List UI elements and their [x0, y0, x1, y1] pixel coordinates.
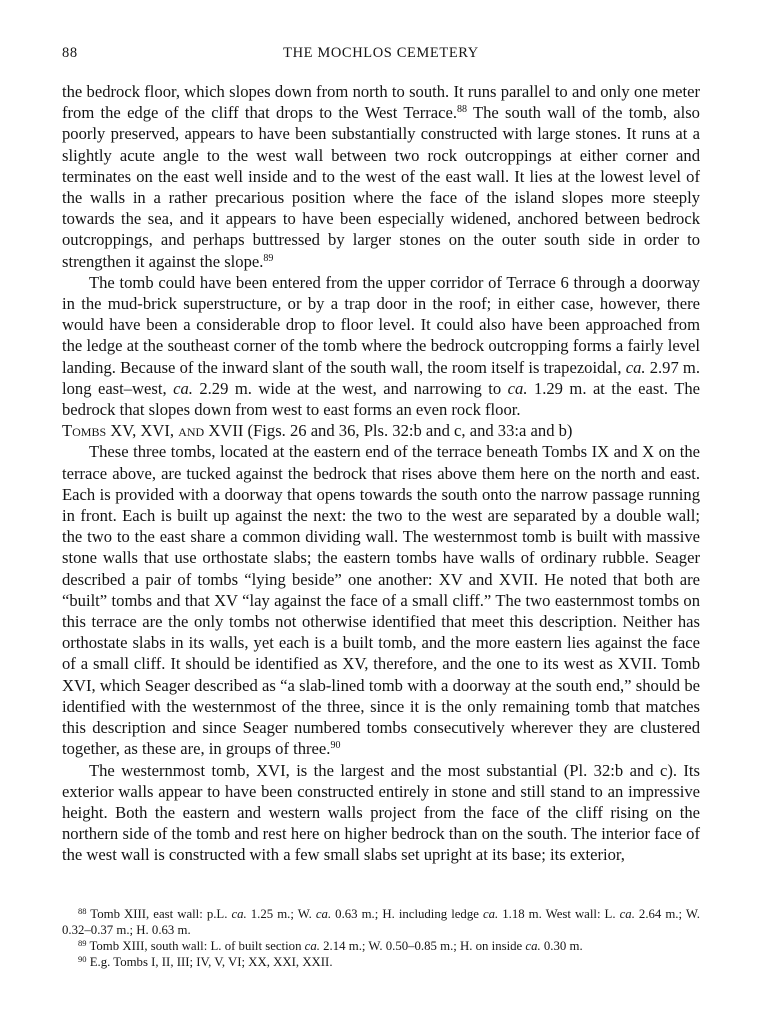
footnote-89: $^{89}$ Tomb XIII, south wall: L. of built section ca. 2.14 m.; W. 0.50–0.85 m.; H. on inside ca. 0.30 m.: [78, 938, 583, 953]
paragraph-tomb-xvi: The westernmost tomb, XVI, is the largest and the most substantial (Pl. 32:b and c). Its exterior walls appear to have been constructed entirely in stone and still stand to an impressive height. Both the eastern and western walls project from the face of the cliff rising on the northern side of the tomb and rest here on higher bedrock than on the south. The interior face of the west wall is constructed with a few small slabs set upright at its base; its exterior,: [62, 760, 700, 865]
footnote-90: $^{90}$ E.g. Tombs I, II, III; IV, V, VI; XX, XXI, XXII.: [78, 954, 333, 969]
footnote-88: $^{88}$ Tomb XIII, east wall: p.L. ca. 1.25 m.; W. ca. 0.63 m.; H. including ledge ca. 1.18 m. West wall: L. ca. 2.64 m.; W. 0.32–0.37 m.; H. 0.63 m.: [62, 906, 700, 937]
page-number: 88: [62, 45, 78, 61]
footnote-ref-88[interactable]: 88: [456, 104, 467, 116]
running-title: THE MOCHLOS CEMETERY: [283, 45, 479, 61]
body-text: [62, 81, 700, 866]
page-header: [62, 45, 700, 67]
section-heading-tombs-xv-xvi-xvii: Tombs XV, XVI, and XVII (Figs. 26 and 36, Pls. 32:b and c, and 33:a and b): [62, 421, 573, 441]
footnote-ref-90[interactable]: 90: [330, 740, 341, 752]
footnotes: [62, 906, 700, 970]
paragraph-three-tombs: These three tombs, located at the eastern end of the terrace beneath Tombs IX and X on the terrace above, are tucked against the bedrock that rises above them here on the north and east. Each is provided with a doorway that opens towards the south onto the narrow passage running in front. Each is built up against the next: the two to the west are separated by a double wall; the two to the east share a common dividing wall. The westernmost tomb is built with massive stone walls that use orthostate slabs; the eastern tombs have walls of ordinary rubble. Seager described a pair of tombs “lying beside” one another: XV and XVII. He noted that both are “built” tombs and that XV “lay against the face of a small cliff.” The two easternmost tombs on this terrace are the only tombs not otherwise identified that meet this description. Neither has orthostate slabs in its walls, yet each is a built tomb, and the more eastern lies against the face of a small cliff. It should be identified as XV, therefore, and the one to its west as XVII. Tomb XVI, which Seager described as “a slab-lined tomb with a doorway at the south end,” should be identified with the westernmost of the three, since it is the only remaining tomb that matches this description and since Seager numbered tombs consecutively wherever they are clustered together, as these are, in groups of three.$^{90}$: [62, 442, 700, 759]
paragraph-tomb-xiii-entrance: The tomb could have been entered from the upper corridor of Terrace 6 through a doorway in the mud-brick superstructure, or by a trap door in the roof; in either case, however, there would have been a considerable drop to floor level. It could also have been approached from the ledge at the southeast corner of the tomb where the bedrock outcropping forms a fairly level landing. Because of the inward slant of the south wall, the room itself is trapezoidal, ca. 2.97 m. long east–west, ca. 2.29 m. wide at the west, and narrowing to ca. 1.29 m. at the east. The bedrock that slopes down from west to east forms an even rock floor.: [62, 272, 700, 420]
footnote-ref-89[interactable]: 89: [263, 252, 274, 264]
paragraph-tomb-xiii-walls: the bedrock floor, which slopes down from north to south. It runs parallel to and only one meter from the edge of the cliff that drops to the West Terrace.$^{88}$ The south wall of the tomb, also poorly preserved, appears to have been substantially constructed with large stones. It runs at a slightly acute angle to the west wall between two rock outcroppings at either corner and terminates on the east well inside and to the west of the east wall. It lies at the lowest level of the walls in a rather precarious position where the face of the island slopes more steeply towards the sea, and it appears to have been especially widened, anchored between bedrock outcroppings, and perhaps buttressed by larger stones on the outer south side in order to strengthen it against the slope.$^{89}$: [62, 82, 700, 271]
